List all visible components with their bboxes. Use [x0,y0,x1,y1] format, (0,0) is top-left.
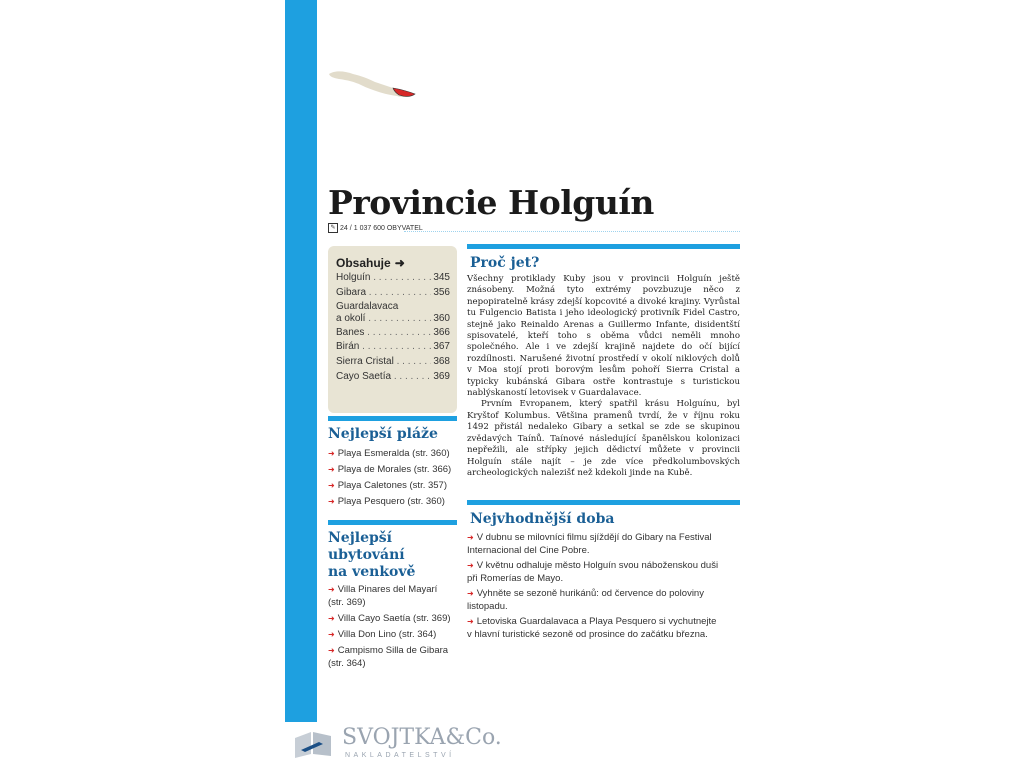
contents-item-page: 367 [433,341,450,352]
arrow-bullet-icon: ➜ [467,561,474,570]
best-time-item-text: V dubnu se milovníci filmu sjíždějí do Gibary na Festival [476,532,712,543]
beach-item-text: Playa de Morales (str. 366) [337,464,452,475]
beaches-title: Nejlepší pláže [328,426,438,442]
page-title: Provincie Holguín [328,183,654,222]
lodging-item-text: Villa Cayo Saetía (str. 369) [337,613,451,624]
arrow-bullet-icon: ➜ [328,614,335,623]
contents-item-name: Cayo Saetía . . . [336,371,431,382]
best-time-item-text: při Romerías de Mayo. [467,573,564,584]
lodging-title-line: ubytování [328,547,405,563]
lodging-item [328,644,448,670]
lodging-item [328,612,451,625]
arrow-bullet-icon: ➜ [467,617,474,626]
book-logo-icon [293,728,333,760]
contents-item[interactable] [336,301,450,312]
lodging-item-text: (str. 369) [328,597,366,608]
contents-item-page: 368 [433,356,450,367]
contents-item-page: 369 [433,371,450,382]
contents-heading [336,256,405,270]
publisher-logo-sub: NAKLADATELSTVÍ [345,752,455,759]
section-rule [328,416,457,421]
best-time-item-text: Internacional del Cine Pobre. [467,545,590,556]
arrow-bullet-icon: ➜ [328,481,335,490]
arrow-bullet-icon: ➜ [328,465,335,474]
best-time-title: Nejvhodnější doba [470,511,615,527]
lodging-item-text: Villa Don Lino (str. 364) [337,629,437,640]
best-time-item-text: Letoviska Guardalavaca a Playa Pesquero si vychutnejte [476,616,717,627]
lodging-item-text: (str. 364) [328,658,366,669]
beach-item-text: Playa Esmeralda (str. 360) [337,448,450,459]
beach-item [328,463,451,476]
lodging-item-text: Campismo Silla de Gibara [337,645,449,656]
beach-item-text: Playa Pesquero (str. 360) [337,496,445,507]
publisher-logo-text: SVOJTKA&Co. [342,725,502,750]
why-paragraph: Prvním Evropanem, který spatřil krásu Holguínu, byl Kryštof Kolumbus. Většina pramenů tvrdí, že v říjnu roku 1492 přistál nedaleko Gibary a setkal se zde se skupinou zvědavých Taínů. Taínové následující španělskou kolonizaci nepřežili, ale střípky jejich dědictví můžete v provincii Holguín stále najít – je zde více předkolumbovských archeologických nalezišť než kdekoli jinde na Kubě. [467,399,740,478]
arrow-bullet-icon: ➜ [328,585,335,594]
best-time-item-text: Vyhněte se sezoně hurikánů: od července do poloviny [476,588,704,599]
contents-item-name: Banes . . . [336,327,431,338]
lodging-item [328,628,436,641]
population-rule [404,231,740,233]
beach-item [328,447,450,460]
why-title: Proč jet? [470,255,540,271]
contents-box [328,246,457,413]
contents-item-name: a okolí . . . [336,313,431,324]
arrow-right-icon: ➜ [394,256,405,270]
contents-item-name: Guardalavaca [336,301,399,312]
best-time-item-text: v hlavní turistické sezoně od prosince do začátku března. [467,629,708,640]
best-time-item [467,531,740,557]
contents-item-page: 360 [433,313,450,324]
lodging-title [328,530,415,581]
page-ref-icon: ✎ [328,223,338,233]
contents-item-name: Holguín . . . [336,272,431,283]
contents-item-page: 356 [433,287,450,298]
contents-item[interactable] [336,356,450,367]
contents-item[interactable] [336,341,450,352]
lodging-title-line: Nejlepší [328,530,392,546]
contents-item-name: Sierra Cristal . . . [336,356,431,367]
contents-item[interactable] [336,327,450,338]
contents-item[interactable] [336,272,450,283]
contents-item-name: Gibara . . . [336,287,431,298]
contents-item[interactable] [336,371,450,382]
arrow-bullet-icon: ➜ [467,533,474,542]
population-page: 24 [340,224,348,232]
population-text: 1 037 600 OBYVATEL [353,224,423,232]
lodging-item-text: Villa Pinares del Mayarí [337,584,438,595]
page-edge-stripe [285,0,317,768]
best-time-item-text: V květnu odhaluje město Holguín svou náboženskou duši [476,560,719,571]
section-rule [467,500,740,505]
contents-item-name: Birán . . . [336,341,431,352]
best-time-item [467,615,740,641]
contents-heading-label: Obsahuje [336,256,391,270]
arrow-bullet-icon: ➜ [328,497,335,506]
best-time-item [467,559,740,585]
contents-item[interactable] [336,287,450,298]
best-time-item-text: listopadu. [467,601,508,612]
contents-item-page: 366 [433,327,450,338]
beach-item [328,479,447,492]
why-body [467,274,740,479]
arrow-bullet-icon: ➜ [328,630,335,639]
population-separator: / [349,224,352,232]
contents-item-page: 345 [433,272,450,283]
contents-item[interactable] [336,313,450,324]
lodging-title-line: na venkově [328,564,416,580]
beach-item-text: Playa Caletones (str. 357) [337,480,448,491]
section-rule [467,244,740,249]
arrow-bullet-icon: ➜ [328,449,335,458]
beach-item [328,495,445,508]
section-rule [328,520,457,525]
arrow-bullet-icon: ➜ [467,589,474,598]
why-paragraph: Všechny protiklady Kuby jsou v provincii Holguín ještě znásobeny. Možná tyto extrémy povzbuzuje něco z nepopiratelně krásy zdejší kopcovité a divoké krajiny. Vyrůstal tu Fulgencio Batista i jeho ideologický protivník Fidel Castro, stejně jako Reinaldo Arenas a Guillermo Infante, disidentští spisovatelé, kteří toho s oběma vůdci neměli mnoho společného. Ale i ve zdejší krajině najdete do očí bijící rozdílnosti. Narušené životní prostředí v okolí niklových dolů v Moa stojí proti borovým lesům pohoří Sierra Cristal a typicky kubánská Gibara ostře kontrastuje s turistickou nablýskaností letovisek v Guardalavace. [467,274,740,399]
lodging-item [328,583,437,609]
best-time-item [467,587,740,613]
cuba-locator-map [327,62,417,102]
arrow-bullet-icon: ➜ [328,646,335,655]
